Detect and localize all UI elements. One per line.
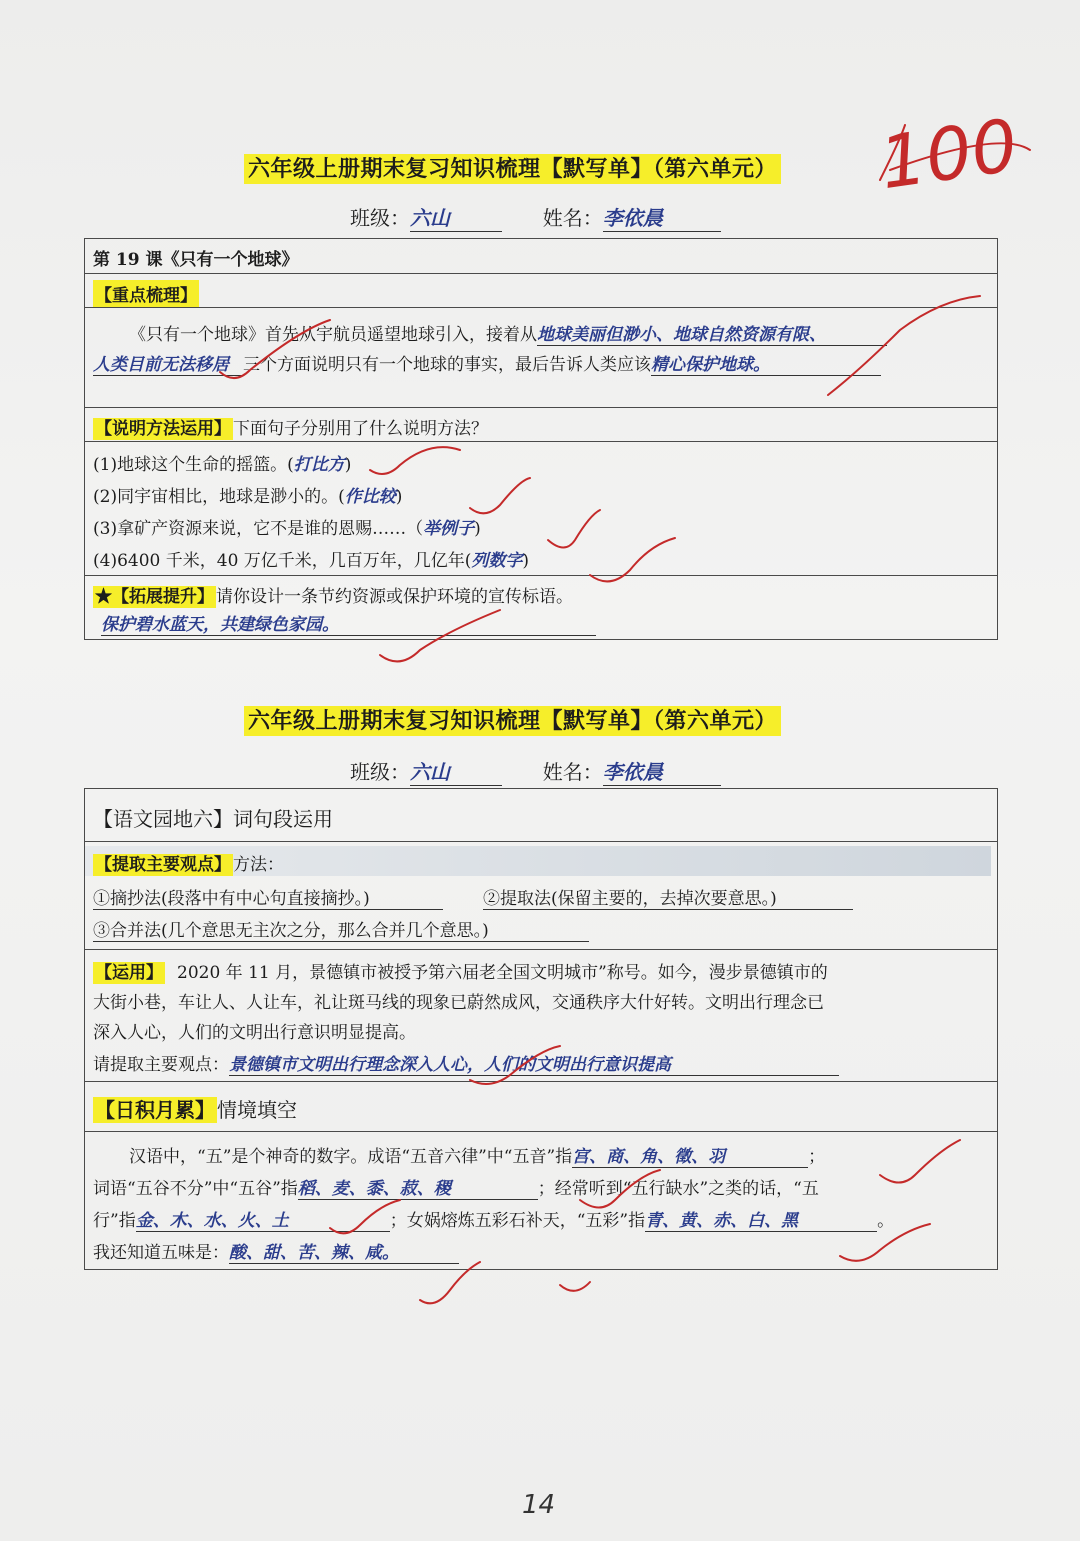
- method-items: [85, 441, 997, 576]
- score-mark: 100: [874, 102, 1023, 206]
- sheet2-class-value: 六山: [410, 756, 502, 786]
- method-tag: 【说明方法运用】: [95, 419, 231, 439]
- use-row: 【运用】 2020 年 11 月，景德镇市被授予第六届老全国文明城市”称号。如今，漫步景德镇市的 大街小巷，车让人、人让车，礼让斑马线的现象已蔚然成风，交通秩序大什好转。文明出行理念已 深入人心，人们的文明出行意识明显提高。 请提取主要观点：景德镇市文明出行理念深入人心，人们的文明出行意识提高: [85, 949, 997, 1082]
- five-elements-answer: 金、木、水、火、土: [136, 1206, 390, 1232]
- method-merge: ③合并法(几个意思无主次之分，那么合并几个意思。): [93, 916, 589, 942]
- five-tastes-answer: 酸、甜、苦、辣、咸。: [229, 1238, 459, 1264]
- sheet1-title: 六年级上册期末复习知识梳理【默写单】（第六单元）: [244, 152, 781, 183]
- five-grains-answer: 稻、麦、黍、菽、稷: [298, 1174, 538, 1200]
- key-tag: 【重点梳理】: [93, 280, 199, 307]
- key-tag-row: [85, 273, 997, 308]
- method-item-2: (2)同宇宙相比，地球是渺小的。(作比较): [93, 487, 403, 507]
- method-item-3: (3)拿矿产资源来说，它不是谁的恩赐……（举例子): [93, 519, 481, 539]
- method-excerpt: ①摘抄法(段落中有中心句直接摘抄。): [93, 884, 443, 910]
- method-item-1: (1)地球这个生命的摇篮。(打比方): [93, 455, 352, 475]
- garden-row: [85, 789, 997, 841]
- sheet2-class-line: 班级：六山 姓名：李依晨: [350, 756, 721, 786]
- key-text-row: 《只有一个地球》首先从宇航员遥望地球引入，接着从地球美丽但渺小、地球自然资源有限、 人类目前无法移居 三个方面说明只有一个地球的事实，最后告诉人类应该精心保护地球。: [85, 307, 997, 408]
- extract-tag: 【提取主要观点】: [95, 855, 231, 875]
- lesson-title: 第 19 课《只有一个地球》: [93, 250, 299, 270]
- five-colors-answer: 青、黄、赤、白、黑: [645, 1206, 877, 1232]
- lesson-row: [85, 239, 997, 273]
- sheet2-title: 六年级上册期末复习知识梳理【默写单】（第六单元）: [244, 704, 781, 735]
- daily-tag: 【日积月累】: [95, 1098, 215, 1122]
- key-answer-1: 地球美丽但渺小、地球自然资源有限、: [537, 320, 887, 346]
- method-item-4: (4)6400 千米，40 万亿千米，几百万年，几亿年(列数字): [93, 551, 530, 571]
- daily-row: 【日积月累】 情境填空: [85, 1081, 997, 1132]
- sheet2-name-value: 李依晨: [603, 756, 721, 786]
- page-number: 14: [522, 1490, 556, 1520]
- method-row: 【说明方法运用】 下面句子分别用了什么说明方法？: [85, 407, 997, 442]
- sheet1-box: [84, 238, 998, 640]
- fill-row: 汉语中，“五”是个神奇的数字。成语“五音六律”中“五音”指宫、商、角、徵、羽 ； 词语“五谷不分”中“五谷”指稻、麦、黍、菽、稷 ；经常听到“五行缺水”之类的话，“五 行”指金、木、水、火、土 ；女娲熔炼五彩石补天，“五彩”指青、黄、赤、白、黑 。 我还知道五味是：酸、甜、苦、辣、咸。: [85, 1131, 997, 1268]
- five-tones-answer: 宫、商、角、徵、羽: [572, 1142, 808, 1168]
- sheet2-box: [84, 788, 998, 1270]
- key-answer-3: 精心保护地球。: [651, 350, 881, 376]
- key-answer-2: 人类目前无法移居: [93, 350, 243, 376]
- method-extract: ②提取法(保留主要的，去掉次要意思。): [483, 884, 853, 910]
- sheet1-name-value: 李依晨: [603, 202, 721, 232]
- extension-row: ★【拓展提升】 请你设计一条节约资源或保护环境的宣传标语。 保护碧水蓝天，共建绿色家园。: [85, 575, 997, 638]
- use-answer: 景德镇市文明出行理念深入人心，人们的文明出行意识提高: [229, 1050, 839, 1076]
- extension-answer: 保护碧水蓝天，共建绿色家园。: [101, 610, 596, 636]
- use-tag: 【运用】: [95, 963, 163, 983]
- sheet1-class-value: 六山: [410, 202, 502, 232]
- extract-row: 【提取主要观点】 方法： ①摘抄法(段落中有中心句直接摘抄。) ②提取法(保留主要的，去掉次要意思。) ③合并法(几个意思无主次之分，那么合并几个意思。): [85, 841, 997, 950]
- garden-tag: 【语文园地六】词句段运用: [93, 807, 333, 831]
- sheet1-class-line: 班级：六山 姓名：李依晨: [350, 202, 721, 232]
- extension-tag: ★【拓展提升】: [95, 587, 214, 607]
